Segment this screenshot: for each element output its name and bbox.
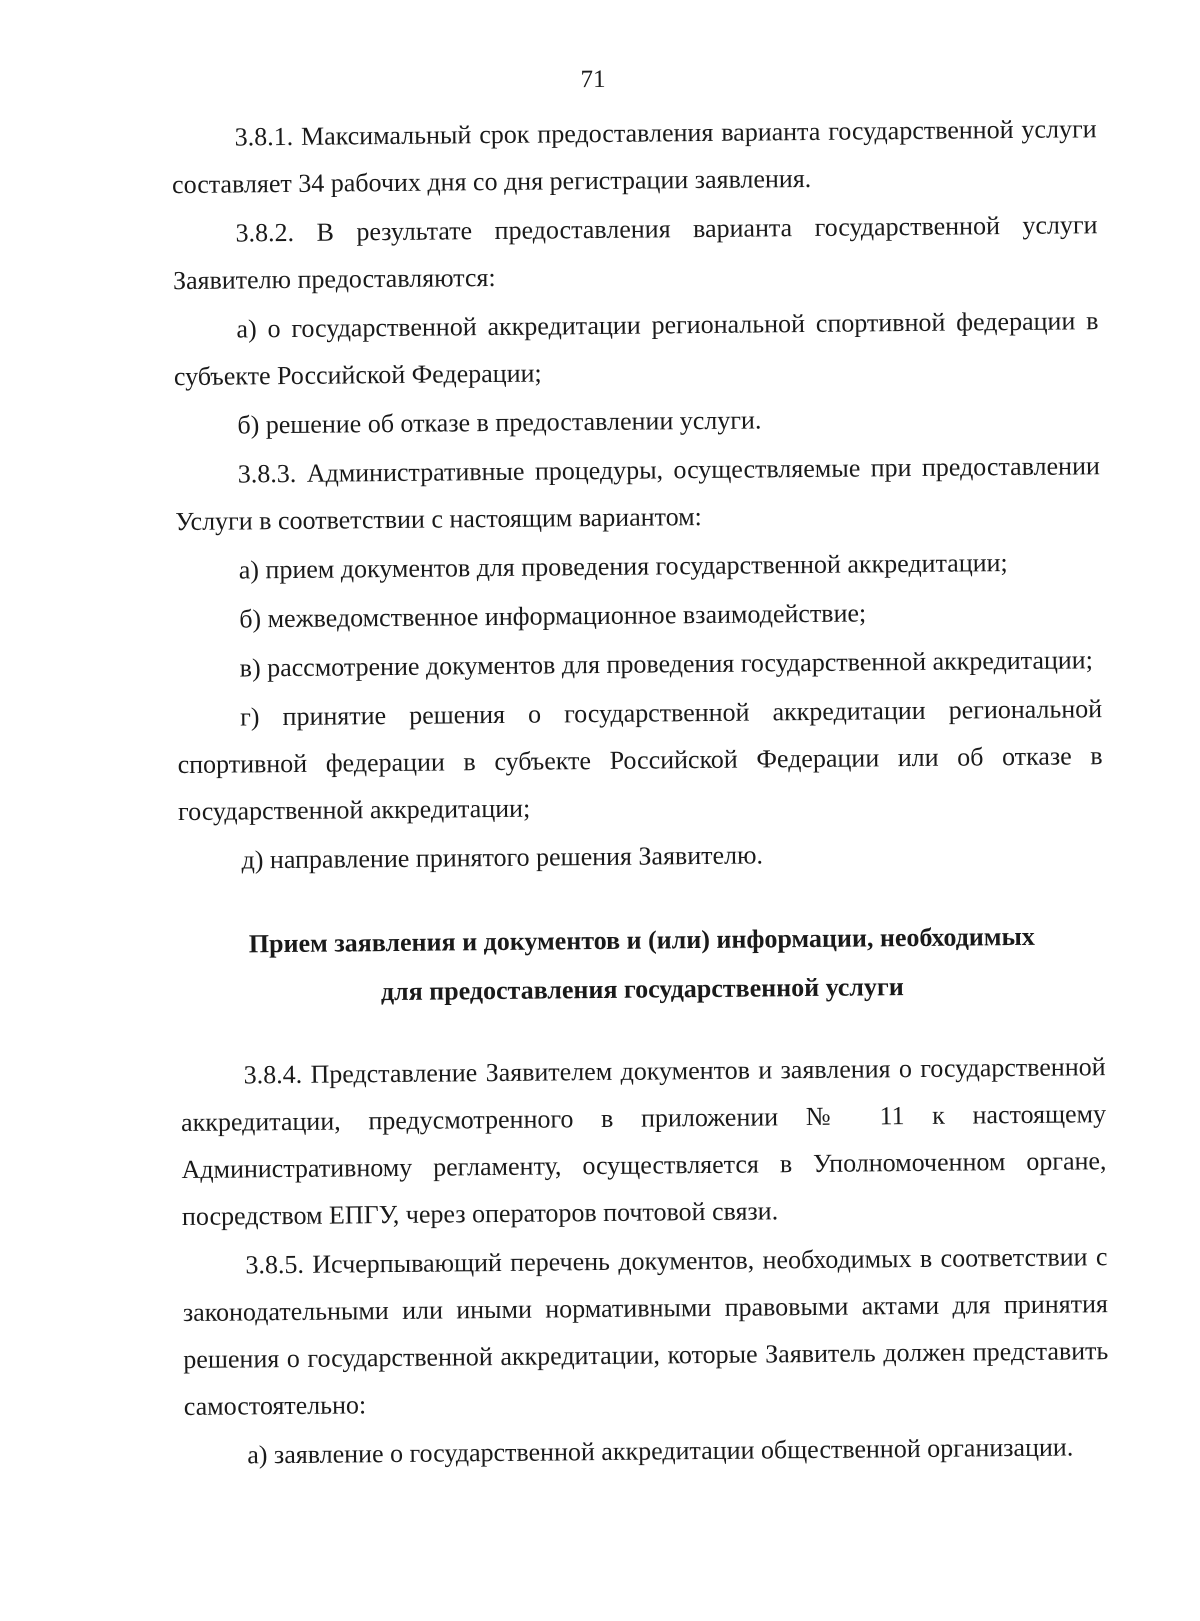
paragraph-3-8-4: 3.8.4. Представление Заявителем документов и заявления о государственной аккредитации, предусмотренного в приложении № 11 к настоящему Административному регламенту, осуществляется в Уполномоченном органе, посредством ЕПГУ, через операторов почтовой связи. [180, 1052, 1107, 1232]
list-item-result-a: а) о государственной аккредитации региональной спортивной федерации в субъекте Российской Федерации; [173, 306, 1099, 392]
section-heading [179, 911, 1105, 1018]
paragraph-3-8-5: 3.8.5. Исчерпывающий перечень документов, необходимых в соответствии с законодательными или иными нормативными правовыми актами для принятия решения о государственной аккредитации, которые Заявитель должен представить самостоятельно: [182, 1242, 1109, 1422]
list-item-procedure-a: а) прием документов для проведения государственной аккредитации; [238, 548, 1008, 585]
section-heading-line-1: Прием заявления и документов и (или) информации, необходимых [248, 921, 1035, 959]
list-item-documents-a: а) заявление о государственной аккредитации общественной организации. [247, 1432, 1074, 1470]
section-heading-line-2: для предоставления государственной услуги [380, 972, 904, 1007]
paragraph-3-8-2: 3.8.2. В результате предоставления варианта государственной услуги Заявителю предоставляются: [172, 210, 1098, 296]
list-item-procedure-d: д) направление принятого решения Заявителю. [241, 840, 764, 875]
list-item-procedure-g: г) принятие решения о государственной аккредитации региональной спортивной федерации в субъекте Российской Федерации или об отказе в государственной аккредитации; [177, 694, 1103, 827]
list-item-procedure-v: в) рассмотрение документов для проведения государственной аккредитации; [239, 645, 1094, 683]
page-number: 71 [580, 65, 606, 94]
document-body [171, 105, 1109, 1481]
list-item-result-b: б) решение об отказе в предоставлении услуги. [237, 405, 762, 440]
list-item-procedure-b: б) межведомственное информационное взаимодействие; [239, 598, 867, 634]
paragraph-3-8-1: 3.8.1. Максимальный срок предоставления варианта государственной услуги составляет 34 рабочих дня со дня регистрации заявления. [171, 114, 1097, 200]
paragraph-3-8-3: 3.8.3. Административные процедуры, осуществляемые при предоставлении Услуги в соответствии с настоящим вариантом: [175, 451, 1100, 537]
